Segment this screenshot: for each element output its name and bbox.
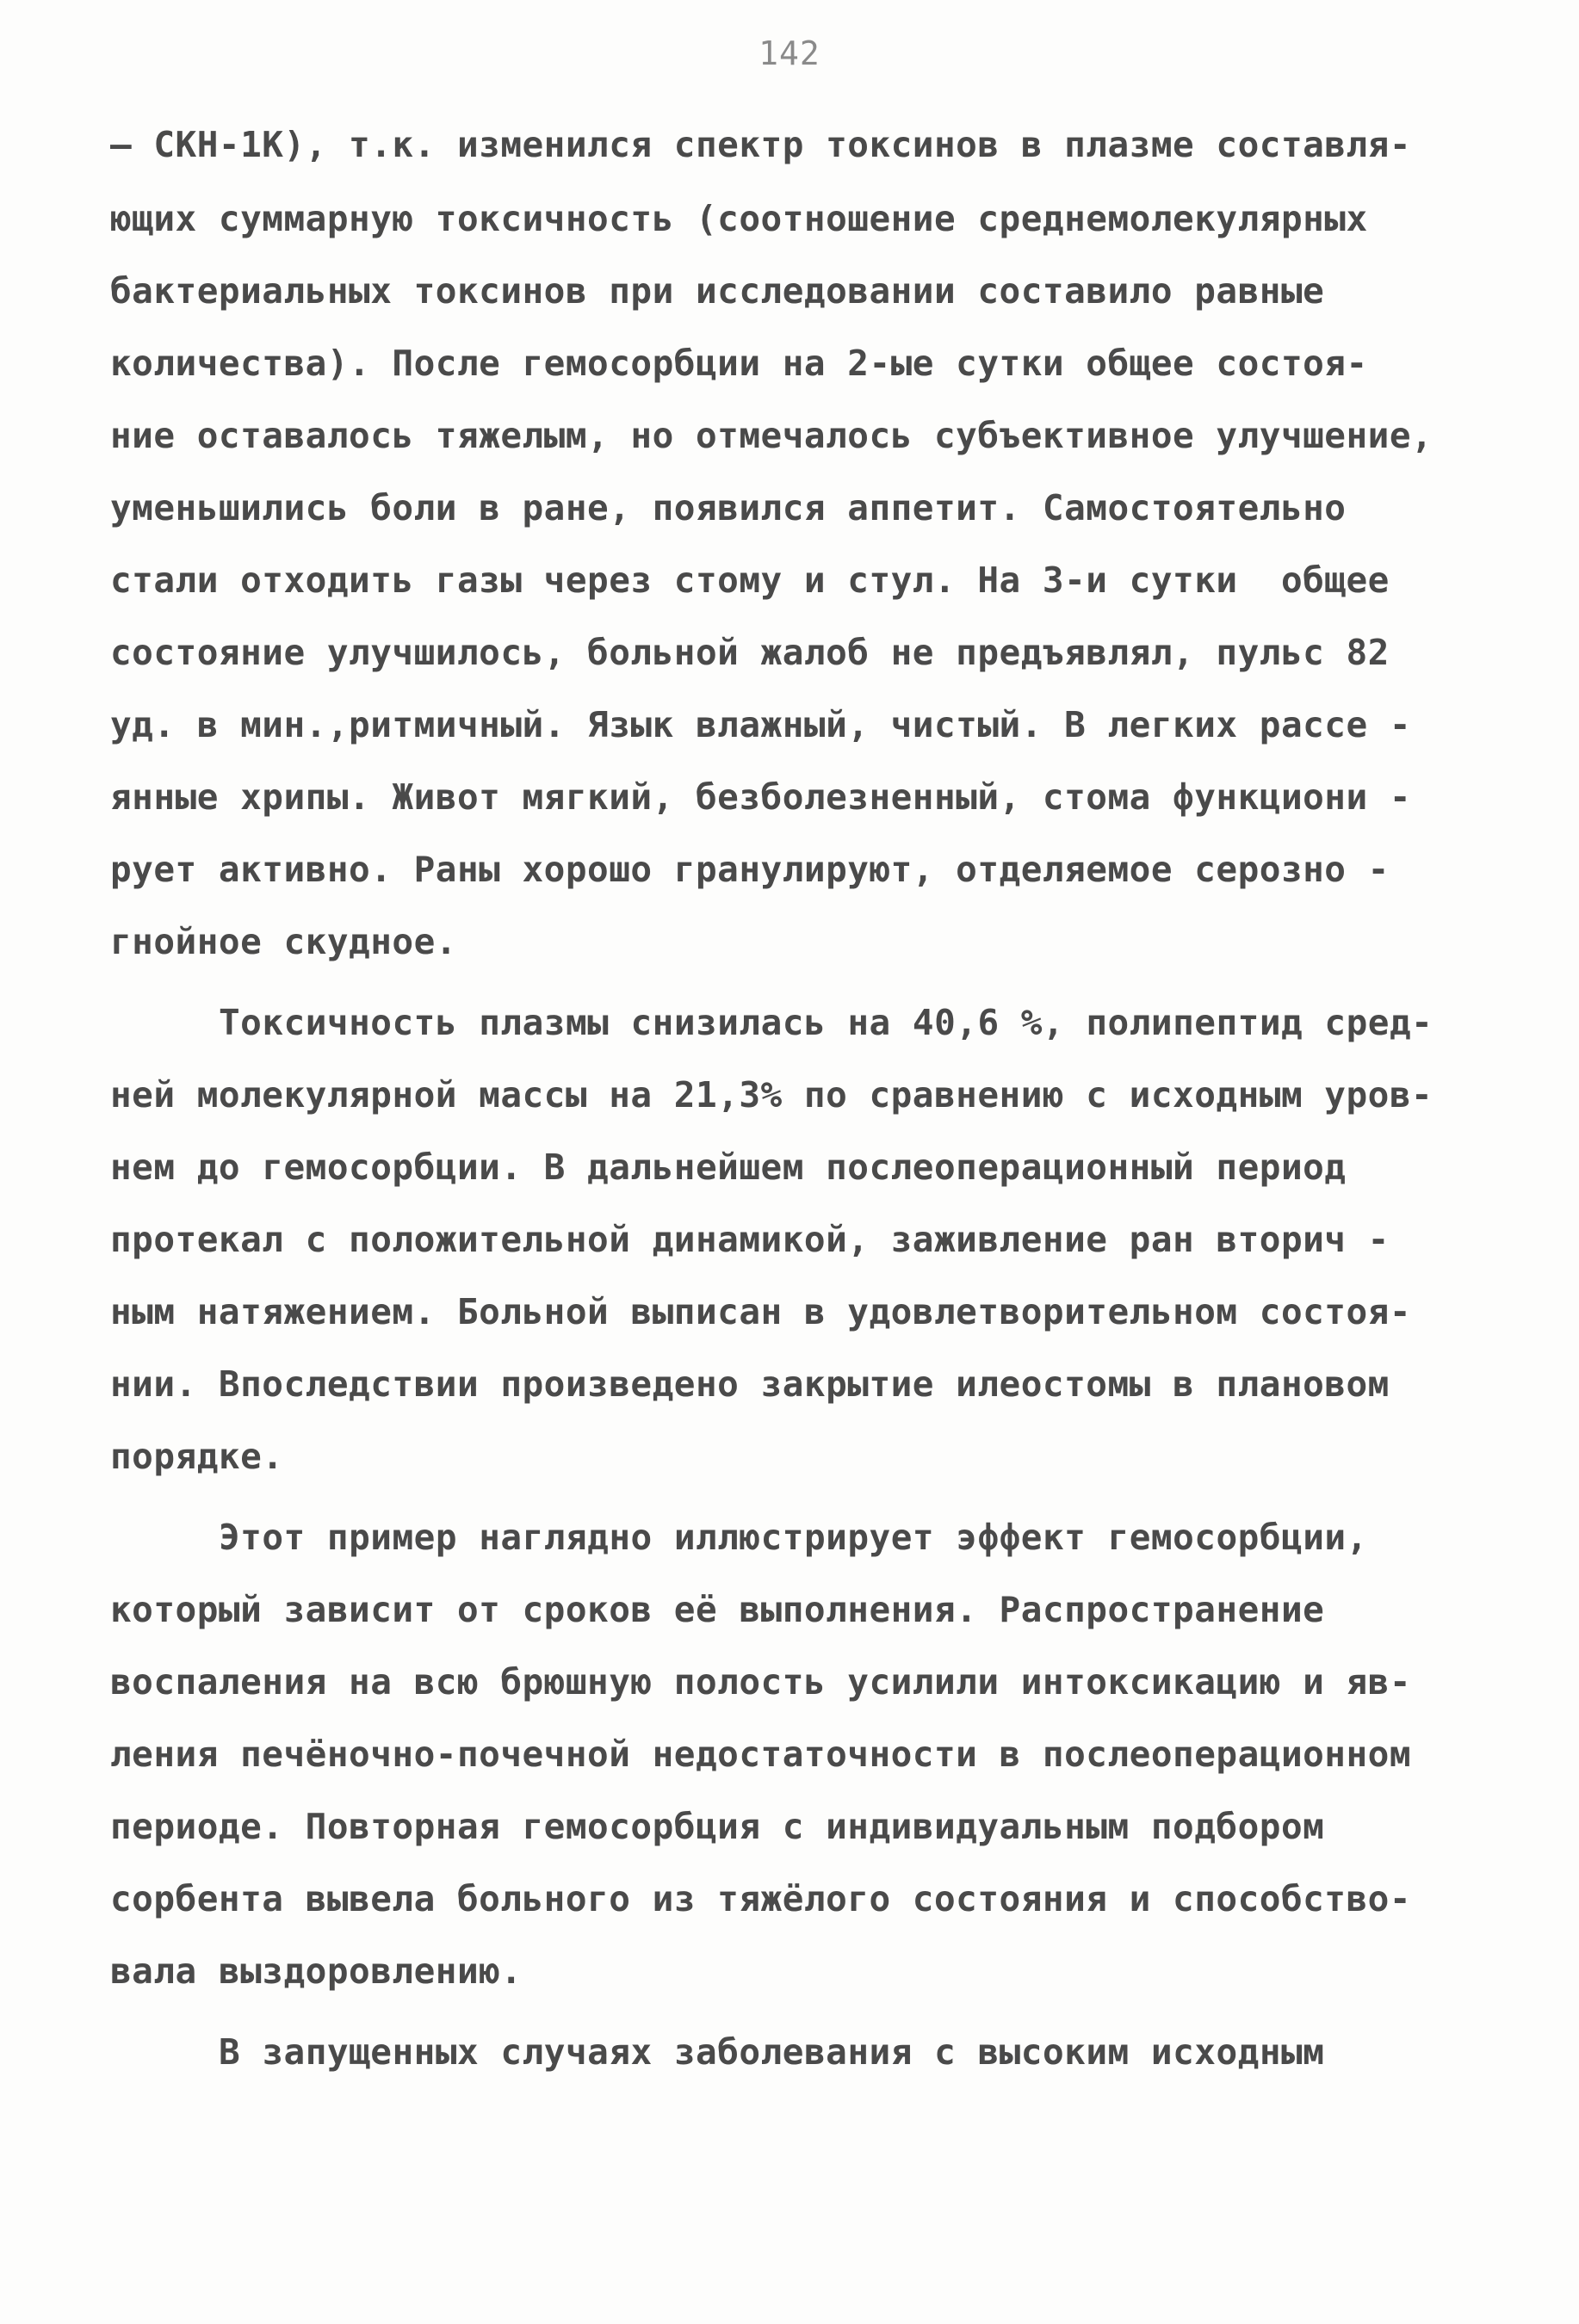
text-line: состояние улучшилось, больной жалоб не предъявлял, пульс 82 [110,632,1390,673]
text-line: Этот пример наглядно иллюстрирует эффект гемосорбции, [219,1517,1368,1558]
text-line: бактериальных токсинов при исследовании составило равные [110,270,1325,312]
text-line: – СКН-1К), т.к. изменился спектр токсинов в плазме составля- [110,124,1412,165]
text-line: периоде. Повторная гемосорбция с индивидуальным подбором [110,1806,1325,1847]
text-line: Токсичность плазмы снизилась на 40,6 %, полипептид сред- [219,1002,1433,1043]
text-line: количества). После гемосорбции на 2-ые сутки общее состоя- [110,343,1368,384]
text-line: сорбента вывела больного из тяжёлого состояния и способство- [110,1878,1412,1919]
text-line: стали отходить газы через стому и стул. На 3-и сутки общее [110,559,1390,601]
text-line: порядке. [110,1436,284,1477]
text-line: нем до гемосорбции. В дальнейшем послеоперационный период [110,1147,1347,1188]
text-line: уменьшились боли в ране, появился аппетит. Самостоятельно [110,487,1347,528]
text-line: ным натяжением. Больной выписан в удовлетворительном состоя- [110,1291,1412,1332]
text-line: янные хрипы. Живот мягкий, безболезненный, стома функциони - [110,776,1412,818]
text-line: ющих суммарную токсичность (соотношение среднемолекулярных [110,198,1368,239]
text-line: ней молекулярной массы на 21,3% по сравнению с исходным уров- [110,1074,1433,1116]
text-line: рует активно. Раны хорошо гранулируют, отделяемое серозно - [110,849,1390,890]
text-line: вала выздоровлению. [110,1950,523,1992]
text-line: который зависит от сроков её выполнения. Распространение [110,1589,1325,1630]
text-line: ления печёночно-почечной недостаточности в послеоперационном [110,1734,1412,1775]
text-line: нии. Впоследствии произведено закрытие илеостомы в плановом [110,1363,1390,1405]
text-line: воспаления на всю брюшную полость усилили интоксикацию и яв- [110,1661,1412,1703]
text-line: уд. в мин.,ритмичный. Язык влажный, чистый. В легких рассе - [110,704,1412,745]
text-line: гнойное скудное. [110,921,457,962]
text-line: ние оставалось тяжелым, но отмечалось субъективное улучшение, [110,415,1433,456]
text-line: протекал с положительной динамикой, заживление ран вторич - [110,1219,1390,1260]
page-number: 142 [759,34,820,72]
text-line: В запущенных случаях заболевания с высоким исходным [219,2031,1325,2073]
